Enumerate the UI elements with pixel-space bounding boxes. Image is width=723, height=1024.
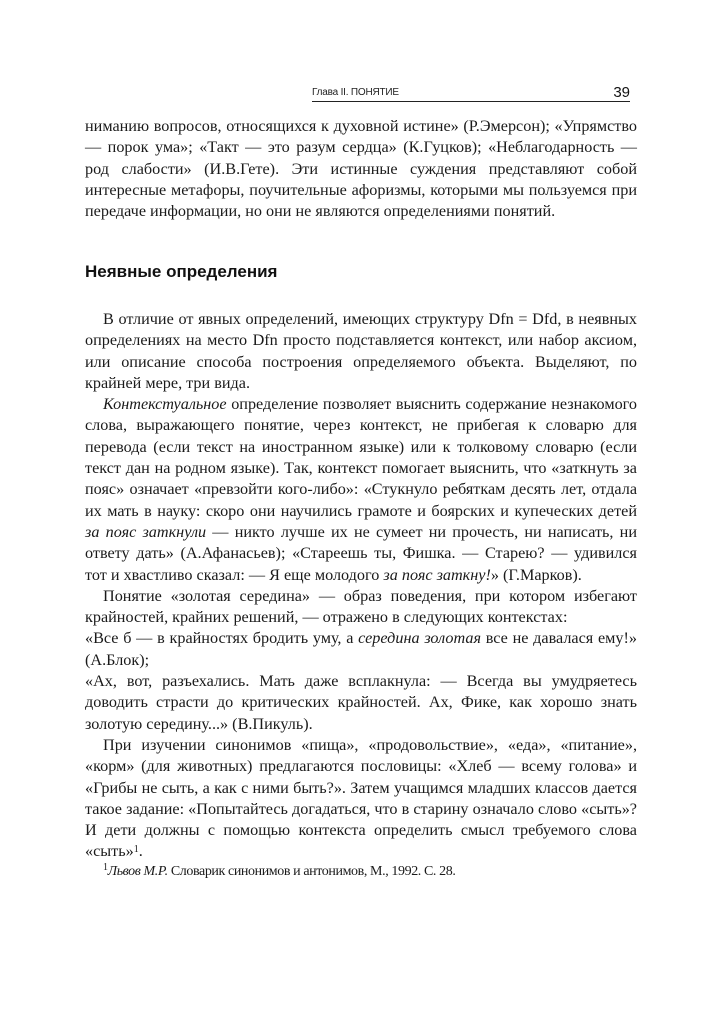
intro-paragraph: ниманию вопросов, относящихся к духовной истине» (Р.Эмерсон); «Упрямство — порок ума»; «Такт — это разум сердца» (К.Гуцков); «Неблагодарность — род слабости» (И.В.Гете). Эти истинные суждения представляют собой интересные метафоры, поучительные афоризмы, которыми мы пользуемся при передаче информации, но они не являются определениями понятий. (85, 117, 637, 221)
synonyms-end: . (138, 842, 143, 861)
chapter-title: Глава II. ПОНЯТИЕ (312, 87, 399, 98)
section-body (85, 309, 637, 863)
contextual-italic-1: за пояс заткнули (85, 522, 207, 541)
running-head (312, 84, 630, 102)
footnote-mark: 1 (103, 862, 108, 873)
paragraph-golden-mean: Понятие «золотая середина» — образ поведения, при котором избегают крайностей, крайних решений, — отражено в следующих контекстах: (85, 586, 637, 627)
page-number: 39 (613, 84, 630, 101)
footnote-reference[interactable]: 1 (133, 844, 139, 856)
footnote-text: Словарик синонимов и антонимов, М., 1992. С. 28. (167, 864, 456, 879)
contextual-text-a: определение позволяет выяснить содержание незнакомого слова, выражающего понятие, через контекст, не прибегая к словарю для перевода (если текст на иностранном языке) или к толковому словарю (если текст дан на родном языке). Так, контекст помогает выяснить, что «заткнуть за пояс» означает «превзойти кого-либо»: «Стукнуло ребяткам десять лет, отдала их мать в науку: скоро они научились грамоте и боярских и купеческих детей (85, 395, 637, 520)
contextual-italic-2: за пояс заткну! (383, 565, 491, 584)
quote-italic: середина золотая (358, 629, 481, 648)
footnote-author: Львов М.Р. (107, 864, 168, 879)
term-contextual: Контекстуальное (103, 395, 227, 414)
paragraph-implicit-definitions: В отличие от явных определений, имеющих структуру Dfn = Dfd, в неявных определениях на место Dfn просто подставляется контекст, или набор аксиом, или описание способа построения определяемого объекта. Выделяют, по крайней мере, три вида. (85, 310, 637, 392)
synonyms-text: При изучении синонимов «пища», «продовольствие», «еда», «питание», «корм» (для животных) предлагаются пословицы: «Хлеб — всему голова» и «Грибы не сыть, а как с ними быть?». Затем учащимся младших классов дается такое задание: «Попытайтесь догадаться, что в старину означало слово «сыть»? И дети должны с помощью контекста определить смысл требуемого слова «сыть» (85, 735, 637, 861)
quote-blok (85, 628, 637, 671)
contextual-text-b: — никто лучше их не сумеет ни прочесть, ни написать, ни ответу дать» (А.Афанасьев); «Стареешь ты, Фишка. — Старею? — удивился тот и хвастливо сказал: — Я еще молодого (85, 522, 637, 584)
paragraph-pikul: «Ах, вот, разъехались. Мать даже всплакнула: — Всегда вы умудряетесь доводить страсти до критических крайностей. Ах, Фике, как хорошо знать золотую середину...» (В.Пикуль). (85, 672, 637, 733)
quote-text-b: все не давалася ему!» (А.Блок); (85, 629, 637, 669)
intro-block (85, 116, 637, 222)
paragraph-contextual (85, 394, 637, 586)
footnote (103, 864, 643, 880)
contextual-text-c: » (Г.Марков). (490, 565, 582, 584)
section-heading: Неявные определения (85, 262, 278, 281)
paragraph-synonyms (85, 735, 637, 863)
quote-text-a: «Все б — в крайностях бродить уму, а (85, 629, 359, 648)
